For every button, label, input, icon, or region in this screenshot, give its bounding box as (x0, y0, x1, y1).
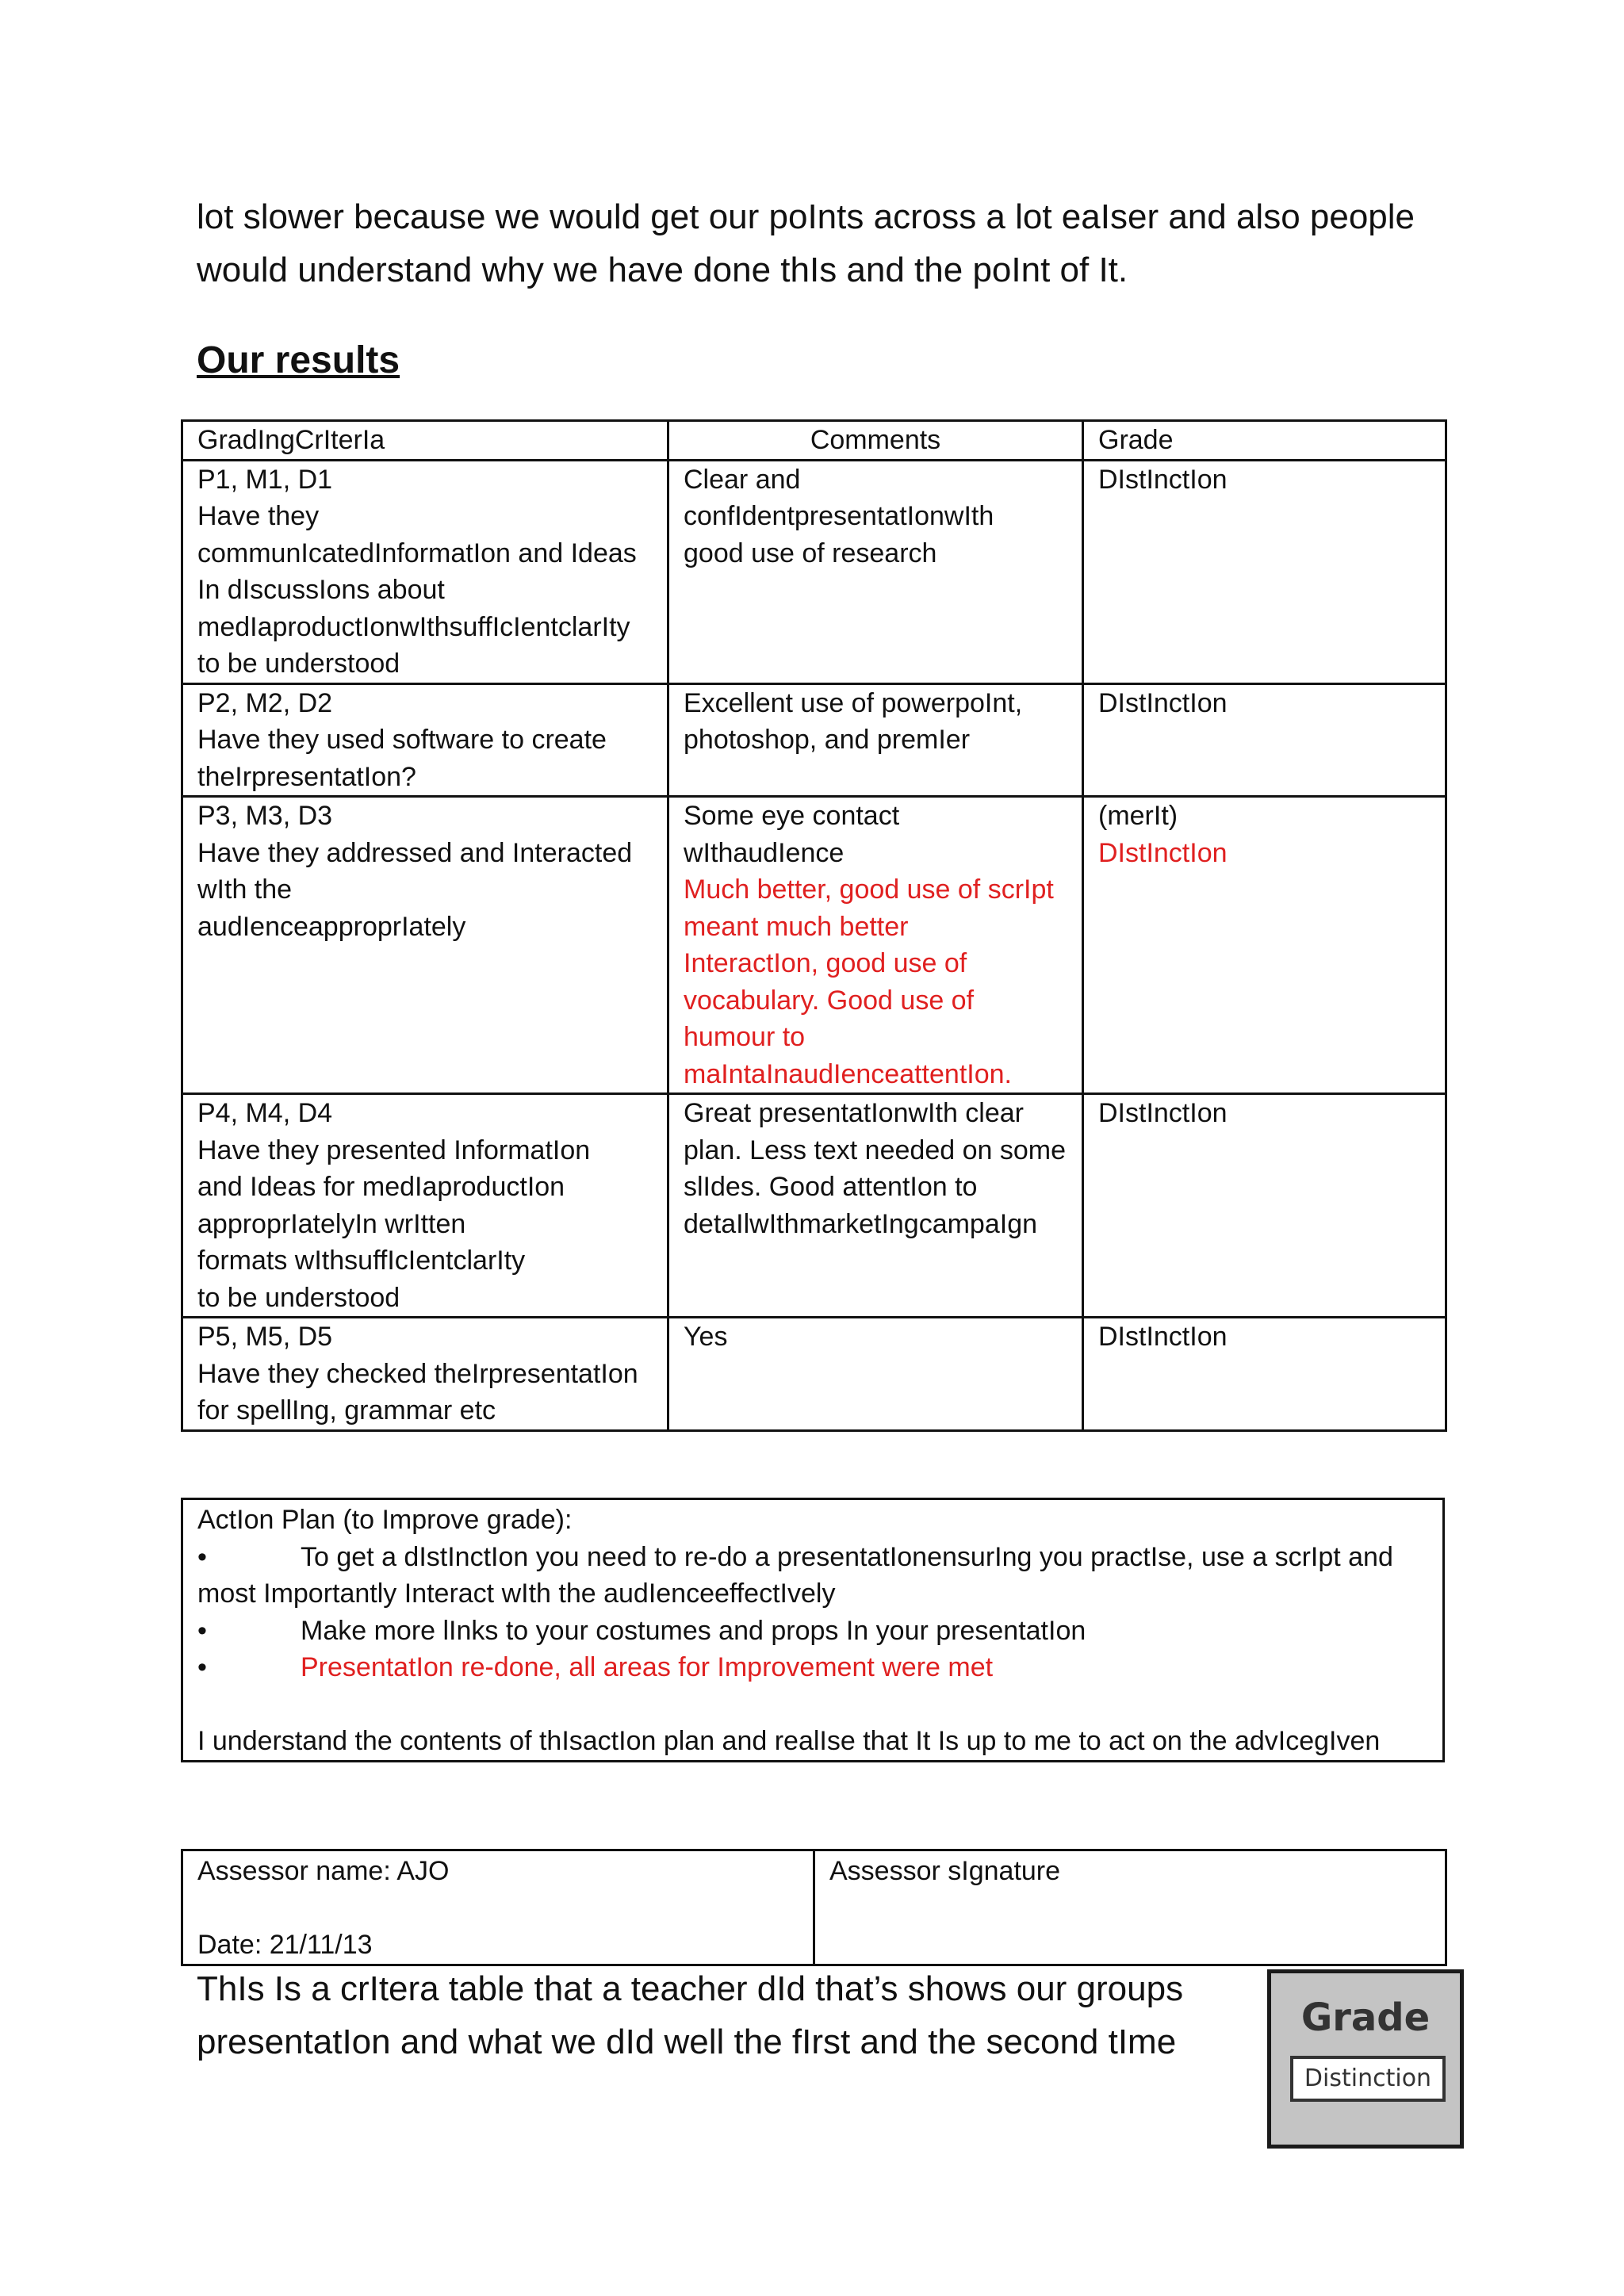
assessor-signature-cell (814, 1850, 1446, 1965)
header-comments: Comments (668, 421, 1083, 461)
criteria-cell-line: Have they checked theIrpresentatIon (197, 1358, 638, 1389)
comments-cell-line: Yes (684, 1322, 728, 1352)
table-row (182, 1094, 1446, 1318)
grade-cell (1083, 683, 1446, 797)
criteria-cell-line: to be understood (197, 1282, 400, 1313)
comments-cell (668, 1094, 1083, 1318)
criteria-cell-line: to be understood (197, 649, 400, 679)
criteria-cell (182, 683, 668, 797)
grade-cell-line: DIstInctIon (1098, 464, 1228, 495)
comments-cell-correction-line: humour to (684, 1022, 806, 1052)
criteria-cell-line: Have they used software to create (197, 725, 607, 755)
criteria-cell-line: medIaproductIonwIthsuffIcIentclarIty (197, 611, 630, 642)
criteria-cell-line: P3, M3, D3 (197, 801, 333, 831)
grade-cell (1083, 1094, 1446, 1318)
comments-cell-correction-line: meant much better (684, 911, 909, 942)
bullet-marker: • (197, 1652, 207, 1682)
criteria-cell-line: theIrpresentatIon? (197, 761, 416, 792)
grade-badge (1267, 1969, 1464, 2149)
bullet-text: Make more lInks to your costumes and props In your presentatIon (301, 1615, 1086, 1646)
assessor-details-cell (182, 1850, 814, 1965)
action-bullet-1-continued: most Importantly Interact wIth the audIenceeffectIvely (197, 1578, 836, 1609)
criteria-cell-line: wIth the (197, 874, 293, 905)
comments-cell-line: wIthaudIence (684, 837, 845, 868)
assessor-table (181, 1849, 1447, 1966)
bullet-marker: • (197, 1615, 207, 1646)
caption-paragraph (197, 1962, 1228, 2068)
comments-cell-correction-line: vocabulary. Good use of (684, 985, 975, 1016)
table-header-row (182, 421, 1446, 461)
comments-cell-line: slIdes. Good attentIon to (684, 1172, 978, 1202)
comments-cell-line: Excellent use of powerpoInt, (684, 687, 1023, 718)
comments-cell-line: good use of research (684, 538, 937, 568)
table-row (182, 797, 1446, 1094)
criteria-cell-line: P5, M5, D5 (197, 1322, 333, 1352)
header-grade: Grade (1083, 421, 1446, 461)
caption-line-2: presentatIon and what we dId well the fIrst and the second tIme (197, 2022, 1177, 2061)
bullet-text: To get a dIstInctIon you need to re-do a presentatIonensurIng you practIse, use a scrIpt and (301, 1541, 1393, 1572)
header-grading-criteria: GradIngCrIterIa (182, 421, 668, 461)
comments-cell-correction-line: Much better, good use of scrIpt (684, 874, 1054, 905)
comments-cell-correction-line: InteractIon, good use of (684, 948, 967, 978)
comments-cell-line: Clear and (684, 464, 801, 495)
grade-cell-line: DIstInctIon (1098, 1098, 1228, 1128)
grade-cell-line: DIstInctIon (1098, 687, 1228, 718)
comments-cell (668, 797, 1083, 1094)
intro-line-2: would understand why we have done thIs and the poInt of It. (197, 251, 1128, 289)
grade-cell-line: (merIt) (1098, 801, 1178, 831)
comments-cell (668, 1318, 1083, 1431)
criteria-cell (182, 460, 668, 683)
action-bullet-3 (197, 1649, 1442, 1686)
comments-cell-line: detaIlwIthmarketIngcampaIgn (684, 1208, 1038, 1239)
comments-cell-line: plan. Less text needed on some (684, 1135, 1066, 1165)
table-row (182, 460, 1446, 683)
criteria-cell-line: and Ideas for medIaproductIon (197, 1172, 565, 1202)
comments-cell-line: Some eye contact (684, 801, 900, 831)
grade-cell (1083, 1318, 1446, 1431)
criteria-cell-line: P4, M4, D4 (197, 1098, 333, 1128)
comments-cell-line: photoshop, and premIer (684, 725, 971, 755)
assessor-signature-label: Assessor sIgnature (829, 1856, 1061, 1886)
blank-line (197, 1686, 1442, 1724)
criteria-cell-line: Have they presented InformatIon (197, 1135, 591, 1165)
action-bullet-1 (197, 1539, 1442, 1576)
grade-cell (1083, 460, 1446, 683)
table-row (182, 683, 1446, 797)
criteria-cell (182, 797, 668, 1094)
comments-cell-correction-line: maIntaInaudIenceattentIon. (684, 1058, 1012, 1089)
table-row (182, 1318, 1446, 1431)
action-plan-statement: I understand the contents of thIsactIon plan and realIse that It Is up to me to act on the advIcegIven (197, 1726, 1381, 1756)
criteria-cell-line: approprIatelyIn wrItten (197, 1208, 466, 1239)
bullet-marker: • (197, 1541, 207, 1572)
grade-cell (1083, 797, 1446, 1094)
criteria-cell-line: for spellIng, grammar etc (197, 1395, 496, 1425)
action-plan-title: ActIon Plan (to Improve grade): (197, 1505, 573, 1535)
criteria-cell-line: communIcatedInformatIon and Ideas (197, 538, 637, 568)
criteria-cell-line: formats wIthsuffIcIentclarIty (197, 1246, 526, 1276)
grade-badge-title: Grade (1300, 1996, 1431, 2040)
grading-criteria-table (181, 419, 1447, 1432)
blank-line (197, 1890, 813, 1927)
criteria-cell-line: In dIscussIons about (197, 575, 445, 605)
assessment-date: Date: 21/11/13 (197, 1930, 373, 1960)
criteria-cell-line: Have they addressed and Interacted (197, 837, 633, 868)
intro-paragraph (197, 190, 1450, 297)
criteria-cell-line: P1, M1, D1 (197, 464, 333, 495)
caption-line-1: ThIs Is a crItera table that a teacher dId that’s shows our groups (197, 1969, 1184, 2008)
comments-cell (668, 683, 1083, 797)
grade-badge-value: Distinction (1290, 2056, 1446, 2102)
comments-cell-line: Great presentatIonwIth clear (684, 1098, 1025, 1128)
action-bullet-2 (197, 1613, 1442, 1650)
comments-cell-line: confIdentpresentatIonwIth (684, 501, 994, 531)
criteria-cell-line: P2, M2, D2 (197, 687, 333, 718)
bullet-text-correction: PresentatIon re-done, all areas for Improvement were met (301, 1652, 994, 1682)
grade-cell-line: DIstInctIon (1098, 1322, 1228, 1352)
criteria-cell-line: audIenceapproprIately (197, 911, 466, 942)
criteria-cell-line: Have they (197, 501, 320, 531)
action-plan-cell (182, 1499, 1444, 1762)
assessor-name: Assessor name: AJO (197, 1856, 450, 1886)
criteria-cell (182, 1318, 668, 1431)
action-plan-box (181, 1498, 1445, 1762)
criteria-cell (182, 1094, 668, 1318)
comments-cell (668, 460, 1083, 683)
grade-cell-correction-line: DIstInctIon (1098, 837, 1228, 868)
intro-line-1: lot slower because we would get our poInts across a lot eaIser and also people (197, 197, 1415, 236)
section-heading: Our results (197, 339, 400, 381)
